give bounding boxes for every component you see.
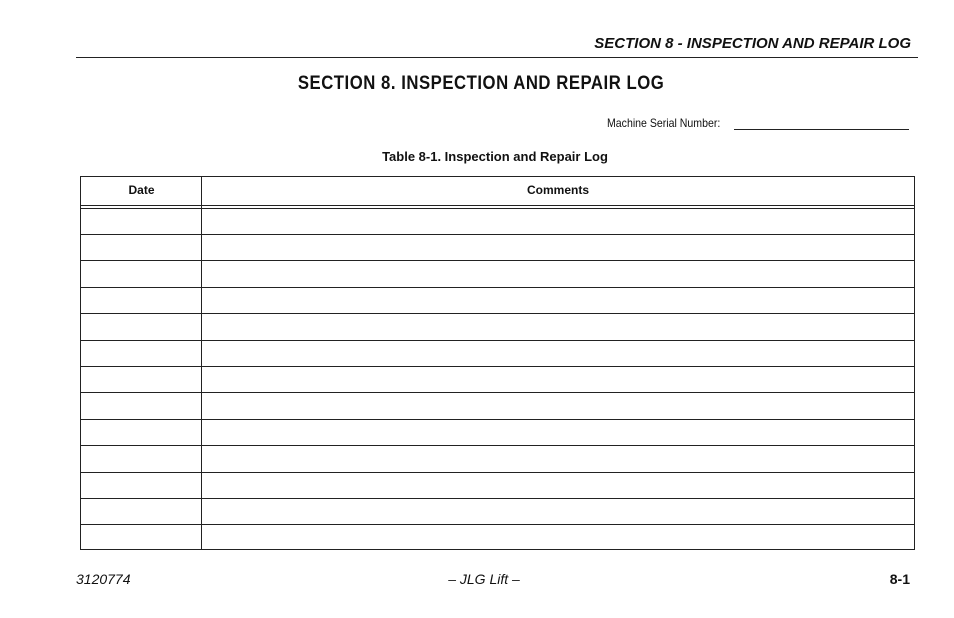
table-row xyxy=(81,235,914,261)
table-row xyxy=(81,499,914,525)
comments-cell[interactable] xyxy=(202,209,914,234)
date-cell[interactable] xyxy=(81,420,201,445)
serial-number-field xyxy=(607,115,736,131)
table-row xyxy=(81,367,914,393)
table-row xyxy=(81,526,914,552)
comments-cell[interactable] xyxy=(202,315,914,340)
running-header: SECTION 8 - INSPECTION AND REPAIR LOG xyxy=(594,35,911,52)
serial-number-blank-line[interactable] xyxy=(734,129,909,130)
date-cell[interactable] xyxy=(81,341,201,366)
date-cell[interactable] xyxy=(81,235,201,260)
table-row xyxy=(81,447,914,473)
comments-cell[interactable] xyxy=(202,499,914,524)
header-rule xyxy=(76,57,918,58)
table-row xyxy=(81,315,914,341)
page-title: SECTION 8. INSPECTION AND REPAIR LOG xyxy=(297,73,665,94)
table-row xyxy=(81,420,914,446)
date-cell[interactable] xyxy=(81,315,201,340)
date-cell[interactable] xyxy=(81,447,201,472)
table-row xyxy=(81,473,914,499)
table-row xyxy=(81,394,914,420)
comments-cell[interactable] xyxy=(202,394,914,419)
date-cell[interactable] xyxy=(81,473,201,498)
table-header-row xyxy=(81,177,914,206)
table-row xyxy=(81,341,914,367)
comments-cell[interactable] xyxy=(202,447,914,472)
comments-cell[interactable] xyxy=(202,235,914,260)
inspection-log-table xyxy=(80,176,915,550)
comments-cell[interactable] xyxy=(202,473,914,498)
date-cell[interactable] xyxy=(81,262,201,287)
comments-cell[interactable] xyxy=(202,526,914,551)
date-cell[interactable] xyxy=(81,288,201,313)
date-cell[interactable] xyxy=(81,209,201,234)
table-row xyxy=(81,209,914,235)
page-number: 8-1 xyxy=(889,571,910,587)
comments-cell[interactable] xyxy=(202,262,914,287)
date-cell[interactable] xyxy=(81,526,201,551)
table-row xyxy=(81,262,914,288)
comments-cell[interactable] xyxy=(202,420,914,445)
comments-cell[interactable] xyxy=(202,341,914,366)
footer-brand: – JLG Lift – xyxy=(448,571,520,587)
document-number: 3120774 xyxy=(76,571,131,587)
comments-cell[interactable] xyxy=(202,288,914,313)
comments-cell[interactable] xyxy=(202,367,914,392)
date-cell[interactable] xyxy=(81,499,201,524)
column-header-comments: Comments xyxy=(526,183,589,197)
column-header-date: Date xyxy=(128,183,155,197)
date-cell[interactable] xyxy=(81,367,201,392)
table-row xyxy=(81,288,914,314)
table-caption: Table 8-1. Inspection and Repair Log xyxy=(382,149,608,164)
serial-number-label: Machine Serial Number: xyxy=(607,116,721,130)
date-cell[interactable] xyxy=(81,394,201,419)
